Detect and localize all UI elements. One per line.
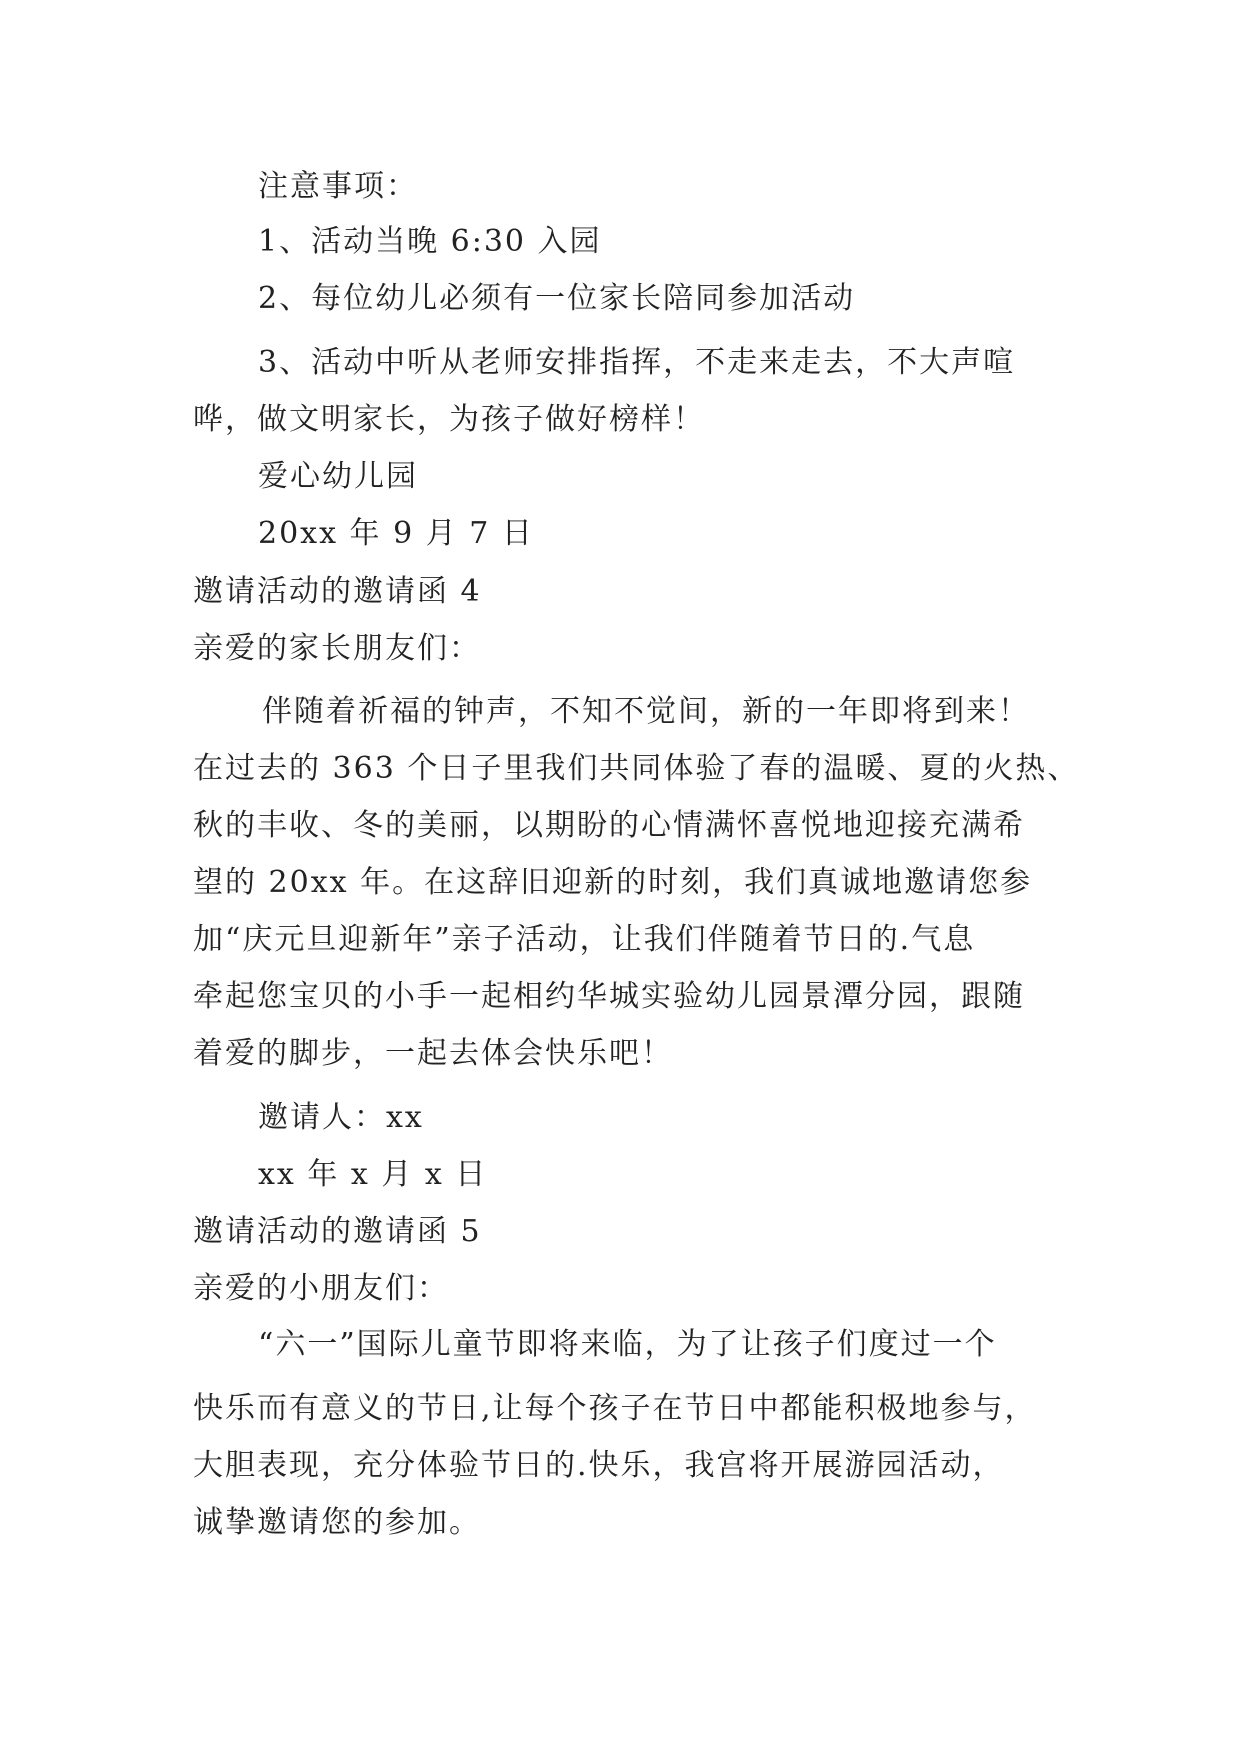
body-4-line: 加“庆元旦迎新年”亲子活动，让我们伴随着节日的.气息 [193, 922, 976, 957]
section-title-4: 邀请活动的邀请函 4 [193, 574, 482, 609]
notes-heading: 注意事项： [258, 169, 418, 204]
body-4-line: 在过去的 363 个日子里我们共同体验了春的温暖、夏的火热、 [193, 751, 1080, 786]
inviter-4: 邀请人：xx [258, 1100, 424, 1135]
body-4-line: 牵起您宝贝的小手一起相约华城实验幼儿园景潭分园，跟随 [193, 979, 1025, 1014]
body-5-line: 大胆表现，充分体验节日的.快乐，我宫将开展游园活动， [193, 1448, 1005, 1483]
body-4-line: 伴随着祈福的钟声，不知不觉间，新的一年即将到来！ [262, 694, 1030, 729]
greeting-5: 亲爱的小朋友们： [193, 1271, 449, 1306]
note-item-3-line-2: 哗，做文明家长，为孩子做好榜样！ [193, 402, 705, 437]
body-4-line: 秋的丰收、冬的美丽，以期盼的心情满怀喜悦地迎接充满希 [193, 808, 1025, 843]
body-5-line: 诚挚邀请您的参加。 [193, 1505, 481, 1540]
section-title-5: 邀请活动的邀请函 5 [193, 1214, 482, 1249]
signature-date: 20xx 年 9 月 7 日 [258, 516, 534, 551]
greeting-4: 亲爱的家长朋友们： [193, 631, 481, 666]
note-item-2: 2、每位幼儿必须有一位家长陪同参加活动 [258, 281, 856, 316]
note-item-3-line-1: 3、活动中听从老师安排指挥，不走来走去，不大声喧 [258, 345, 1016, 380]
invitation-date-4: xx 年 x 月 x 日 [258, 1157, 488, 1192]
note-item-1: 1、活动当晚 6:30 入园 [258, 224, 602, 259]
body-5-line: “六一”国际儿童节即将来临，为了让孩子们度过一个 [258, 1327, 997, 1362]
body-5-line: 快乐而有意义的节日,让每个孩子在节日中都能积极地参与， [193, 1391, 1037, 1426]
body-4-line: 着爱的脚步，一起去体会快乐吧！ [193, 1036, 673, 1071]
kindergarten-signature: 爱心幼儿园 [258, 459, 418, 494]
body-4-line: 望的 20xx 年。在这辞旧迎新的时刻，我们真诚地邀请您参 [193, 865, 1033, 900]
